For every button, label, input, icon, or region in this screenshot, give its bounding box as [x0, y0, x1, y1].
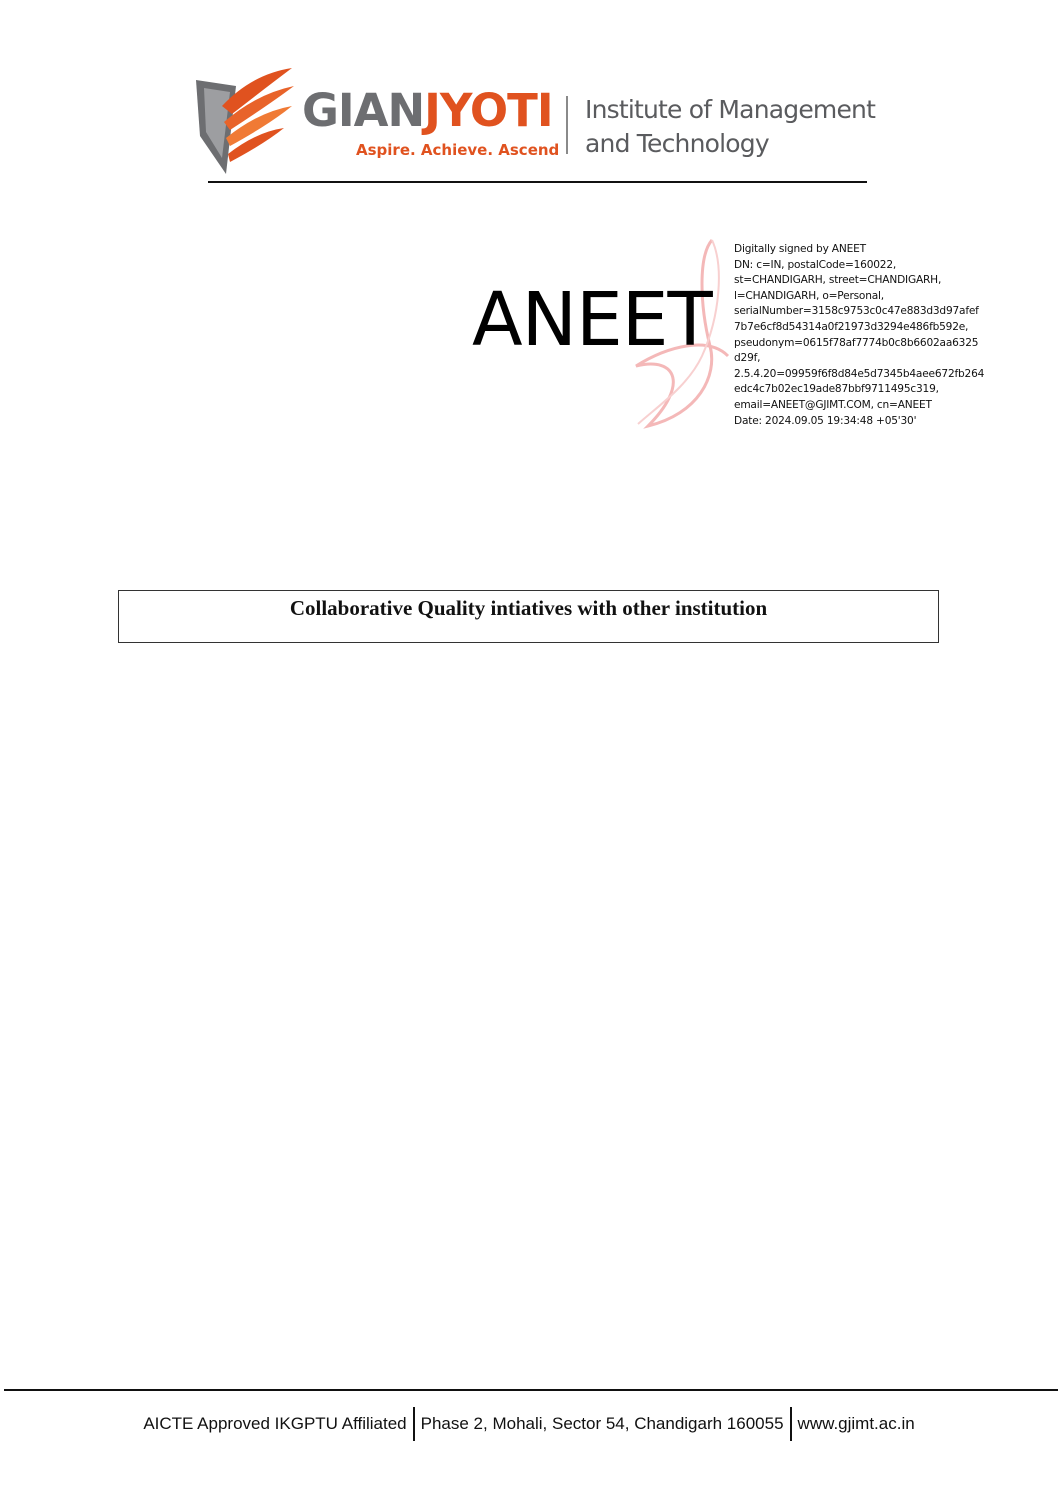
- footer-address: Phase 2, Mohali, Sector 54, Chandigarh 160055: [420, 1414, 784, 1433]
- signature-detail-line: serialNumber=3158c9753c0c47e883d3d97afef: [734, 305, 979, 318]
- signature-detail-line: edc4c7b02ec19ade87bbf9711495c319,: [734, 383, 939, 396]
- signature-detail-line: 2.5.4.20=09959f6f8d84e5d7345b4aee672fb264: [734, 367, 985, 380]
- footer-website: www.gjimt.ac.in: [797, 1414, 915, 1433]
- signature-detail-line: pseudonym=0615f78af7774b0c8b6602aa6325: [734, 336, 979, 349]
- footer-rule: [4, 1389, 1058, 1391]
- signature-detail-line: DN: c=IN, postalCode=160022,: [734, 258, 897, 271]
- signature-detail-line: 7b7e6cf8d54314a0f21973d3294e486fb592e,: [734, 320, 969, 333]
- brand-divider: [566, 96, 568, 154]
- institute-name-line-2: and Technology: [585, 129, 769, 158]
- footer-accreditation: AICTE Approved IKGPTU Affiliated: [143, 1414, 407, 1433]
- signature-detail-line: st=CHANDIGARH, street=CHANDIGARH,: [734, 274, 942, 287]
- gianjyoti-shield-logo: [192, 66, 296, 178]
- document-title: Collaborative Quality intiatives with other institution: [289, 596, 768, 620]
- signature-details: [734, 242, 1034, 429]
- title-box: [118, 590, 939, 643]
- header-rule: [208, 181, 867, 183]
- signature-detail-line: d29f,: [734, 352, 761, 365]
- brand-name: [302, 84, 553, 137]
- signature-detail-line: email=ANEET@GJIMT.COM, cn=ANEET: [734, 398, 932, 411]
- brand-tagline: Aspire. Achieve. Ascend: [356, 141, 560, 159]
- signature-detail-line: l=CHANDIGARH, o=Personal,: [734, 289, 884, 302]
- brand-name-jyoti: JYOTI: [424, 84, 553, 137]
- brand-name-gian: GIAN: [302, 84, 425, 137]
- footer-separator: [790, 1407, 792, 1441]
- signature-detail-line: Date: 2024.09.05 19:34:48 +05'30': [734, 414, 917, 427]
- signature-name: ANEET: [472, 277, 712, 363]
- footer-separator: [413, 1407, 415, 1441]
- footer: [0, 1406, 1058, 1442]
- institute-name-line-1: Institute of Management: [585, 95, 876, 124]
- signature-detail-line: Digitally signed by ANEET: [734, 243, 866, 255]
